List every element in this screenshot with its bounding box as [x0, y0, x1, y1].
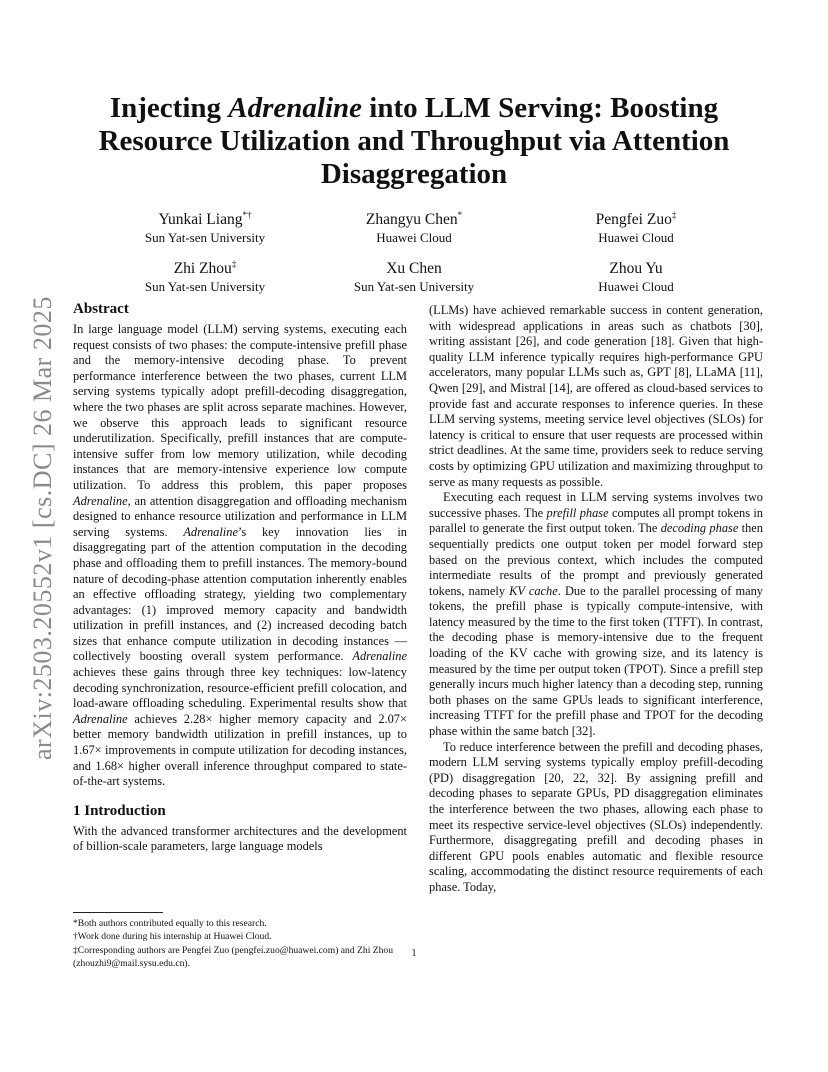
abstract-text — [73, 322, 407, 790]
term-kv-cache: KV cache — [509, 583, 558, 598]
body-paragraph-3: To reduce interference between the prefill and decoding phases, modern LLM serving systems typically employ prefill-decoding (PD) disaggregation [20, 22, 32]. By assigning prefill and decoding phases to separate GPUs, PD disaggregation eliminates the interference between the two phases, allowing each phase to meet its respective service-level objectives (SLOs) independently. Furthermore, disaggregating prefill and decoding phases in different GPU pools enables automatic and flexible resource scaling, accommodating the distinct resource requirements of each phase. Today, — [429, 739, 763, 894]
abstract-segment: , an attention disaggregation and offloading mechanism designed to enhance resource utilization and performance in LLM serving systems. — [73, 493, 407, 539]
arxiv-identifier: arXiv:2503.20552v1 [cs.DC] 26 Mar 2025 — [28, 296, 57, 760]
text-segment: Executing each request in LLM serving systems involves two successive phases. The — [429, 490, 763, 520]
author-1 — [105, 206, 305, 247]
author-name: Zhangyu Chen — [365, 211, 458, 229]
footnotes — [73, 917, 407, 971]
author-affiliation: Huawei Cloud — [598, 279, 674, 295]
footnote-rule — [73, 912, 163, 913]
text-segment: computes all prompt tokens in parallel to generate the first output token. The — [429, 505, 763, 536]
author-5 — [314, 255, 514, 296]
title-system-name: Adrenaline — [228, 92, 363, 124]
author-mark: * — [457, 210, 463, 220]
author-4 — [105, 255, 305, 296]
system-name: Adrenaline — [352, 649, 407, 664]
author-name: Pengfei Zuo — [595, 211, 672, 229]
author-mark: *† — [242, 210, 252, 220]
system-name: Adrenaline — [183, 524, 238, 539]
author-affiliation: Huawei Cloud — [598, 230, 674, 246]
title-part1: Injecting — [109, 92, 229, 124]
system-name: Adrenaline — [73, 711, 128, 726]
paper-title — [80, 92, 748, 191]
body-paragraph-1: (LLMs) have achieved remarkable success in content generation, with widespread applications in areas such as chatbots [30], writing assistant [26], and code generation [18]. Given that high-quality LLM inference typically requires high-performance GPU accelerators, many popular LLMs such as, GPT [8], LLaMA [11], Qwen [29], and Mistral [14], are offered as cloud-based services to provide fast and accurate responses to inference queries. In these LLM serving systems, meeting service level objectives (SLOs) for latency is critical to ensure that user requests are processed within strict deadlines. At the same time, providers seek to reduce serving costs by optimizing GPU utilization and maximizing throughput to serve as many requests as possible. — [429, 303, 763, 489]
abstract-segment: ’s key innovation lies in disaggregating part of the attention computation in the decoding phase and offloading them to prefill instances. The memory-bound nature of decoding-phase attention computation inherently enables an effective offloading strategy, yielding two complementary advantages: (1) improved memory capacity and bandwidth utilization in prefill instances, and (2) increased decoding batch sizes that enhance compute utilization in decoding instances — collectively boosting overall system performance. — [73, 524, 407, 664]
author-6 — [536, 255, 736, 296]
title-part2: into LLM Serving: Boosting Resource Utilization and Throughput via Attention Disaggregation — [98, 92, 730, 190]
abstract-heading: Abstract — [73, 301, 129, 317]
author-mark: ‡ — [671, 210, 677, 220]
system-name: Adrenaline — [73, 493, 128, 508]
intro-paragraph: With the advanced transformer architectures and the development of billion-scale parameters, large language models — [73, 823, 407, 854]
body-paragraph-2 — [429, 490, 763, 740]
author-affiliation: Sun Yat-sen University — [144, 230, 266, 246]
author-mark: ‡ — [231, 259, 237, 269]
footnote-3: ‡Corresponding authors are Pengfei Zuo (pengfei.zuo@huawei.com) and Zhi Zhou (zhouzhi9@mail.sysu.edu.cn). — [73, 944, 394, 970]
left-column — [73, 300, 407, 855]
text-segment: then sequentially predicts one output token per model forward step based on the previous context, which includes the computed intermediate results of the prompt and previously generated tokens, namely — [429, 521, 763, 598]
author-name: Xu Chen — [386, 260, 442, 278]
section-heading-introduction: 1 Introduction — [73, 802, 166, 819]
footnote-1: *Both authors contributed equally to this research. — [73, 918, 267, 929]
page-number: 1 — [411, 948, 417, 959]
term-decoding-phase: decoding phase — [660, 521, 739, 536]
text-segment: . Due to the parallel processing of many tokens, the prefill phase is typically compute-intensive, with latency measured by the time to the first token (TTFT). In contrast, the decoding phase is memory-intensive due to the frequent loading of the KV cache with growing size, and its latency is measured by the time per output token (TPOT). Since a prefill step generally incurs much higher latency than a decoding step, running both phases on the same GPUs leads to significant interference, increasing TTFT for the prefill phase and TPOT for the decoding phase within the same batch [32]. — [429, 583, 763, 739]
footnote-2: †Work done during his internship at Huawei Cloud. — [73, 931, 272, 943]
author-3 — [536, 206, 736, 247]
term-prefill-phase: prefill phase — [546, 505, 609, 520]
author-name: Yunkai Liang — [158, 211, 243, 229]
author-2 — [314, 206, 514, 247]
author-affiliation: Sun Yat-sen University — [353, 279, 475, 295]
author-name: Zhou Yu — [609, 260, 663, 278]
author-affiliation: Huawei Cloud — [376, 230, 452, 246]
abstract-segment: achieves these gains through three key techniques: low-latency decoding synchronization, resource-efficient prefill colocation, and load-aware offloading scheduling. Experimental results show that — [73, 665, 407, 711]
abstract-segment: In large language model (LLM) serving systems, executing each request consists of two phases: the compute-intensive prefill phase and the memory-intensive decoding phase. To prevent performance interference between the two phases, current LLM serving systems typically adopt prefill-decoding disaggregation, where the two phases are split across separate machines. However, we observe this approach leads to significant resource underutilization. Specifically, prefill instances that are compute-intensive suffer from low memory utilization, while decoding instances that are memory-intensive experience low compute utilization. To address this problem, this paper proposes — [73, 322, 407, 492]
abstract-segment: achieves 2.28× higher memory capacity and 2.07× better memory bandwidth utilization in prefill instances, up to 1.67× improvements in compute utilization for decoding instances, and 1.68× higher overall inference throughput compared to state-of-the-art systems. — [73, 711, 407, 789]
right-column — [429, 303, 763, 896]
author-affiliation: Sun Yat-sen University — [144, 279, 266, 295]
author-name: Zhi Zhou — [173, 260, 232, 278]
